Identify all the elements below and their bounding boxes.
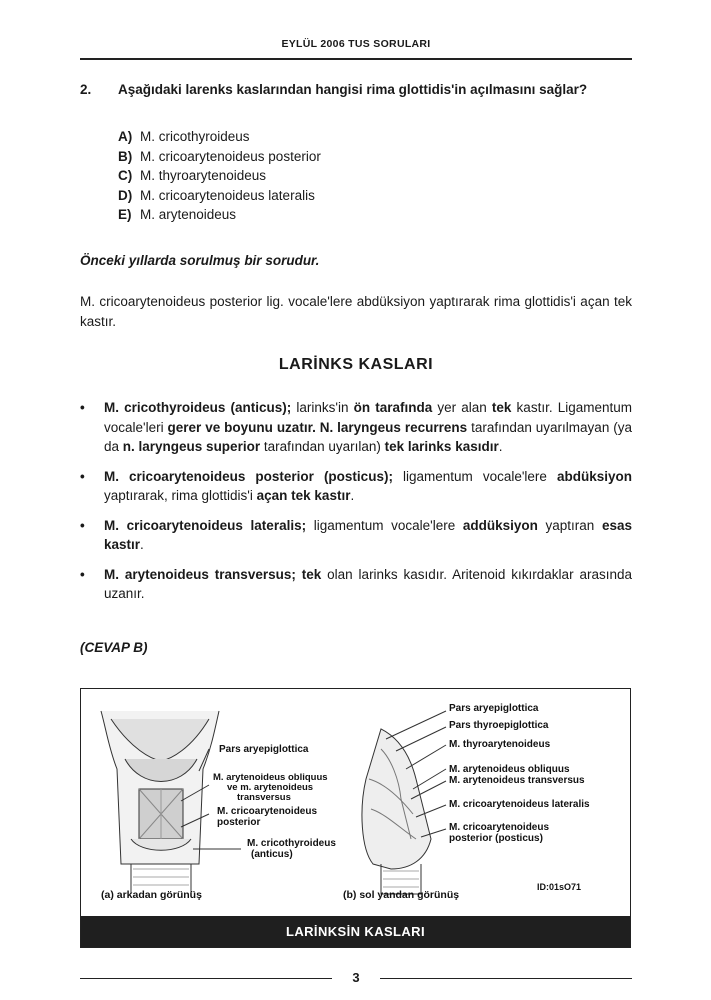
option-a xyxy=(118,127,321,147)
bullet-text: yaptırarak, rima glottidis'i xyxy=(104,488,257,503)
option-text: M. arytenoideus xyxy=(140,207,237,222)
figure-id: ID:01sO71 xyxy=(537,882,582,892)
option-text: M. cricothyroideus xyxy=(140,129,250,144)
label-thyroarytenoideus: M. thyroarytenoideus xyxy=(449,739,551,750)
posterior-view-drawing xyxy=(101,711,241,894)
bullet-text: . xyxy=(140,537,144,552)
bullet-text: tarafından uyarılan) xyxy=(260,439,385,454)
option-b xyxy=(118,147,321,167)
answer-options xyxy=(118,127,321,225)
label-arytenoideus-obliquus-b: M. arytenoideus obliquus xyxy=(449,764,570,775)
bullet-emphasis: tek xyxy=(491,400,512,415)
question-block xyxy=(80,80,632,99)
option-text: M. cricoarytenoideus lateralis xyxy=(140,187,315,203)
option-letter: A) xyxy=(118,129,133,144)
larynx-muscle-figure xyxy=(80,688,631,948)
bullet-arytenoideus-transversus xyxy=(80,565,632,604)
label-cricoarytenoideus-lateralis: M. cricoarytenoideus lateralis xyxy=(449,799,590,810)
running-header: EYLÜL 2006 TUS SORULARI xyxy=(281,38,431,50)
view-b-label: (b) sol yandan görünüş xyxy=(343,889,460,901)
answer-key: (CEVAP B) xyxy=(80,640,148,655)
footer-rule-right xyxy=(380,978,632,979)
option-d xyxy=(118,186,321,206)
option-letter: C) xyxy=(118,168,133,183)
option-letter: B) xyxy=(118,148,133,164)
bullet-text: kastır. Ligamentum vocale'leri xyxy=(104,400,632,435)
label-arytenoideus-transversus-b: M. arytenoideus transversus xyxy=(449,775,585,786)
bullet-text: yer alan xyxy=(432,400,492,415)
previous-years-note: Önceki yıllarda sorulmuş bir sorudur. xyxy=(80,253,320,268)
bullet-dot: • xyxy=(80,400,85,415)
bullet-emphasis: açan tek kastır xyxy=(256,488,351,503)
explanation-paragraph: M. cricoarytenoideus posterior lig. vocale'lere abdüksiyon yaptırarak rima glottidis'i açan tek kastır. xyxy=(80,294,632,329)
bullet-dot: • xyxy=(80,468,85,484)
question-number: 2. xyxy=(80,82,92,97)
option-e xyxy=(118,205,321,225)
bullet-text: olan larinks kasıdır. Aritenoid kıkırdaklar arasında uzanır. xyxy=(104,566,632,601)
option-text: M. cricoarytenoideus posterior xyxy=(140,148,321,164)
bullet-term: M. cricothyroideus (anticus); xyxy=(104,400,292,415)
option-letter: D) xyxy=(118,187,133,203)
label-arytenoideus-obliquus-a: M. arytenoideus obliquus xyxy=(213,772,328,783)
bullet-dot: • xyxy=(80,517,85,533)
muscle-bullet-list xyxy=(80,398,632,614)
bullet-emphasis: abdüksiyon xyxy=(556,468,632,484)
section-title: LARİNKS KASLARI xyxy=(278,356,434,373)
figure-caption: LARİNKSİN KASLARI xyxy=(81,916,630,947)
lateral-view-drawing xyxy=(362,711,446,894)
view-a-label: (a) arkadan görünüş xyxy=(101,889,202,901)
bullet-cricothyroideus xyxy=(80,398,632,457)
label-anticus-a: (anticus) xyxy=(251,849,293,860)
label-cricoarytenoideus-b: M. cricoarytenoideus xyxy=(449,822,550,833)
bullet-text: tarafından uyarılmayan (ya da xyxy=(104,419,632,454)
bullet-emphasis: ön tarafında xyxy=(353,400,433,415)
bullet-term: M. arytenoideus transversus; tek xyxy=(104,566,322,582)
label-posterior-posticus: posterior (posticus) xyxy=(449,833,543,844)
label-posterior-a: posterior xyxy=(217,817,261,828)
bullet-cricoarytenoideus-posterior xyxy=(80,467,632,506)
label-pars-aryepiglottica-b: Pars aryepiglottica xyxy=(449,703,539,714)
label-arytenoideus-and: ve m. arytenoideus xyxy=(227,782,314,793)
bullet-emphasis: esas kastır xyxy=(104,517,632,552)
footer-rule-left xyxy=(80,978,332,979)
option-text: M. thyroarytenoideus xyxy=(140,168,267,183)
bullet-term: M. cricoarytenoideus lateralis; xyxy=(104,517,307,533)
bullet-text: . xyxy=(350,488,355,503)
bullet-text: larinks'in xyxy=(291,400,354,415)
label-transversus-a: transversus xyxy=(237,792,291,803)
bullet-text: ligamentum vocale'lere xyxy=(306,517,463,533)
label-pars-aryepiglottica-a: Pars aryepiglottica xyxy=(219,744,309,755)
question-text: Aşağıdaki larenks kaslarından hangisi rima glottidis'in açılmasını sağlar? xyxy=(118,82,588,97)
bullet-emphasis: tek larinks kasıdır xyxy=(384,439,499,454)
bullet-emphasis: gerer ve boyunu uzatır. N. laryngeus recurrens xyxy=(167,419,468,435)
option-c xyxy=(118,166,321,186)
bullet-cricoarytenoideus-lateralis xyxy=(80,516,632,555)
bullet-text: . xyxy=(498,439,503,454)
bullet-emphasis: addüksiyon xyxy=(462,517,538,533)
option-letter: E) xyxy=(118,207,132,222)
bullet-text: ligamentum vocale'lere xyxy=(392,468,557,484)
label-cricoarytenoideus-a: M. cricoarytenoideus xyxy=(217,806,318,817)
label-cricothyroideus-a: M. cricothyroideus xyxy=(247,838,336,849)
bullet-dot: • xyxy=(80,566,85,582)
bullet-text: yaptıran xyxy=(537,517,602,533)
label-pars-thyroepiglottica: Pars thyroepiglottica xyxy=(449,720,549,731)
bullet-emphasis: n. laryngeus superior xyxy=(122,439,261,454)
page-number: 3 xyxy=(352,970,360,985)
header-rule xyxy=(80,58,632,60)
bullet-term: M. cricoarytenoideus posterior (posticus); xyxy=(104,468,393,484)
